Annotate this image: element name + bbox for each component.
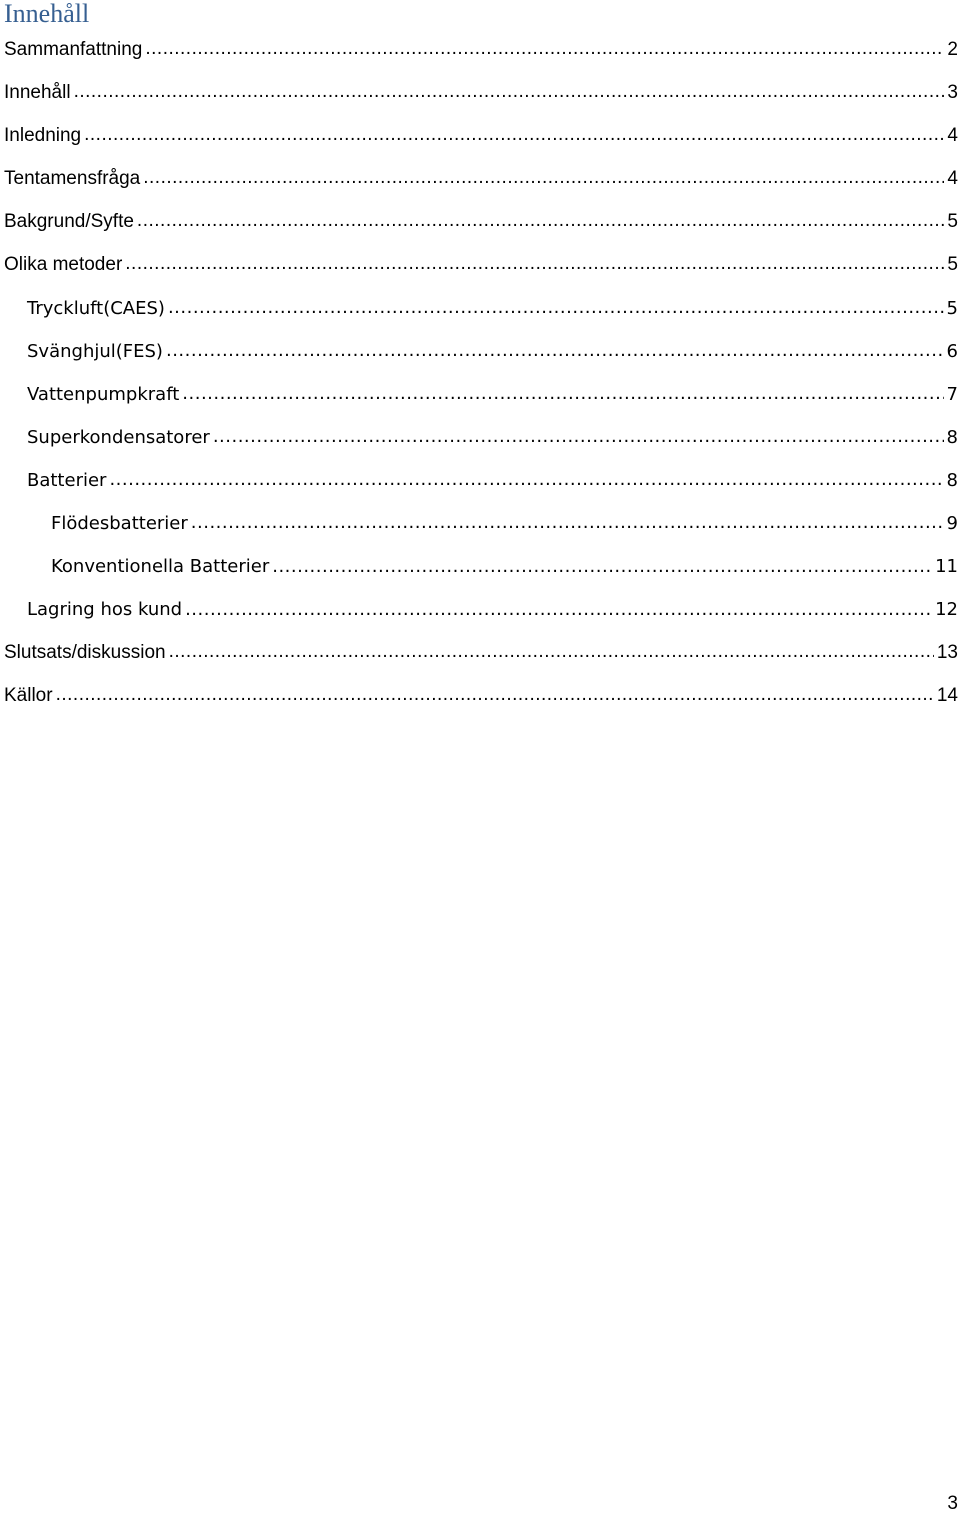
toc-entry[interactable] bbox=[0, 674, 960, 717]
toc-entry-page: 5 bbox=[947, 254, 958, 276]
toc-dot-leader bbox=[166, 340, 944, 362]
toc-entry[interactable] bbox=[0, 588, 960, 631]
toc-entry-page: 4 bbox=[947, 124, 958, 146]
toc-heading: Innehåll bbox=[4, 0, 90, 28]
toc-entry-title: Tentamensfråga bbox=[4, 167, 141, 189]
toc-entry-title: Lagring hos kund bbox=[27, 599, 183, 621]
toc-entry[interactable] bbox=[0, 330, 960, 373]
toc-entry[interactable] bbox=[0, 114, 960, 157]
toc-dot-leader bbox=[168, 297, 944, 319]
toc-entry-page: 13 bbox=[936, 641, 958, 663]
toc-entry[interactable] bbox=[0, 157, 960, 200]
toc-entry-page: 2 bbox=[947, 38, 958, 60]
toc-entry[interactable] bbox=[0, 28, 960, 71]
toc-entry-title: Källor bbox=[4, 684, 53, 706]
toc-entry-page: 11 bbox=[935, 556, 958, 578]
toc-dot-leader bbox=[213, 427, 944, 449]
toc-entry-page: 8 bbox=[946, 469, 958, 491]
toc-entry-title: Flödesbatterier bbox=[51, 513, 188, 535]
toc-entry-title: Batterier bbox=[27, 469, 107, 491]
toc-entry-page: 9 bbox=[946, 513, 958, 535]
toc-dot-leader bbox=[56, 685, 934, 708]
toc-entry[interactable] bbox=[0, 71, 960, 114]
toc-entry-title: Svänghjul(FES) bbox=[27, 340, 163, 362]
toc-entry[interactable] bbox=[0, 200, 960, 243]
toc-entry-title: Konventionella Batterier bbox=[51, 556, 270, 578]
toc-entry-page: 4 bbox=[947, 167, 958, 189]
toc-dot-leader bbox=[182, 384, 943, 406]
table-of-contents bbox=[0, 28, 960, 718]
toc-dot-leader bbox=[125, 254, 944, 277]
toc-entry-page: 6 bbox=[946, 340, 958, 362]
toc-dot-leader bbox=[272, 556, 932, 578]
toc-entry[interactable] bbox=[0, 287, 960, 330]
toc-entry[interactable] bbox=[0, 373, 960, 416]
toc-entry-title: Superkondensatorer bbox=[27, 426, 210, 448]
toc-entry-title: Inledning bbox=[4, 124, 82, 146]
toc-entry-title: Olika metoder bbox=[4, 254, 123, 276]
toc-entry[interactable] bbox=[0, 502, 960, 545]
toc-entry[interactable] bbox=[0, 545, 960, 588]
toc-entry-title: Bakgrund/Syfte bbox=[4, 210, 134, 232]
toc-entry-title: Sammanfattning bbox=[4, 38, 143, 60]
toc-dot-leader bbox=[169, 641, 934, 664]
toc-entry[interactable] bbox=[0, 243, 960, 286]
toc-entry-title: Vattenpumpkraft bbox=[27, 383, 180, 405]
toc-dot-leader bbox=[109, 470, 943, 492]
toc-entry-page: 8 bbox=[946, 426, 958, 448]
toc-entry-page: 5 bbox=[947, 210, 958, 232]
page-number: 3 bbox=[947, 1493, 958, 1514]
toc-entry-title: Tryckluft(CAES) bbox=[27, 297, 165, 319]
toc-entry-page: 12 bbox=[935, 599, 958, 621]
toc-entry[interactable] bbox=[0, 416, 960, 459]
toc-dot-leader bbox=[74, 81, 945, 104]
toc-entry[interactable] bbox=[0, 631, 960, 674]
toc-dot-leader bbox=[185, 599, 932, 621]
toc-entry-page: 5 bbox=[946, 297, 958, 319]
toc-dot-leader bbox=[191, 513, 944, 535]
toc-entry-page: 14 bbox=[936, 684, 958, 706]
toc-entry[interactable] bbox=[0, 459, 960, 502]
toc-dot-leader bbox=[143, 167, 944, 190]
toc-dot-leader bbox=[84, 124, 944, 147]
toc-dot-leader bbox=[145, 38, 944, 61]
toc-entry-page: 3 bbox=[947, 81, 958, 103]
toc-entry-title: Slutsats/diskussion bbox=[4, 641, 166, 663]
toc-dot-leader bbox=[137, 211, 945, 234]
toc-entry-title: Innehåll bbox=[4, 81, 71, 103]
toc-entry-page: 7 bbox=[946, 383, 958, 405]
